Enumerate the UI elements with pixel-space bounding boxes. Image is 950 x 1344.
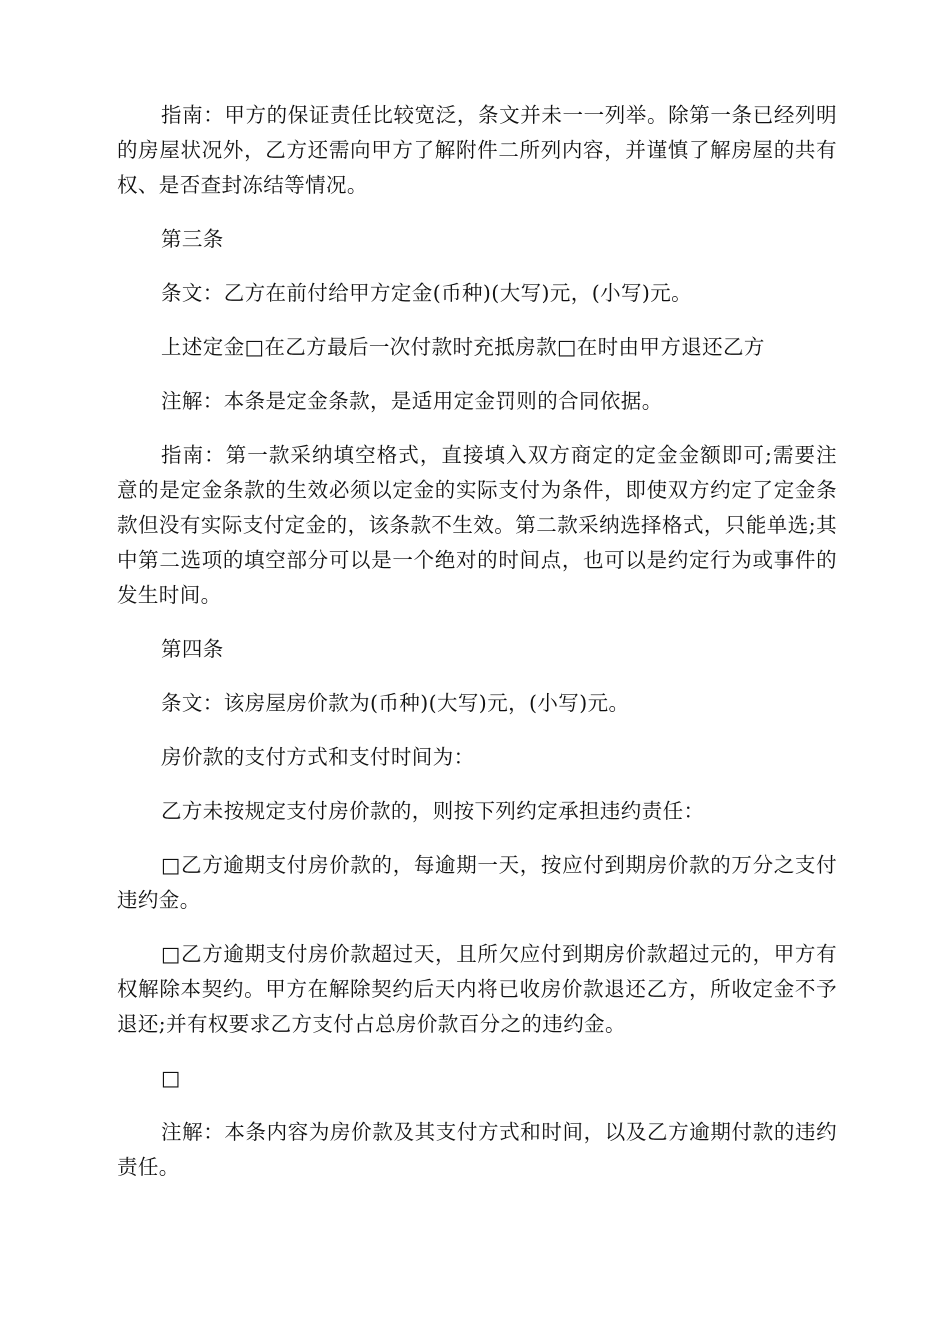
article-3-guide: 指南：第一款采纳填空格式，直接填入双方商定的定金金额即可;需要注意的是定金条款的生效必须以定金的实际支付为条件，即使双方约定了定金条款但没有实际支付定金的，该条款不生效。第二款采纳选择格式，只能单选;其中第二选项的填空部分可以是一个绝对的时间点，也可以是约定行为或事件的发生时间。: [117, 443, 837, 607]
article-4-breach-intro: 乙方未按规定支付房价款的，则按下列约定承担违约责任：: [161, 799, 705, 823]
article-4-text: 条文：该房屋房价款为(币种)(大写)元，(小写)元。: [161, 691, 630, 715]
article-3-heading: 第三条: [161, 227, 224, 251]
paragraph-guide-1: 指南：甲方的保证责任比较宽泛，条文并未一一列举。除第一条已经列明的房屋状况外，乙方还需向甲方了解附件二所列内容，并谨慎了解房屋的共有权、是否查封冻结等情况。: [117, 103, 837, 197]
article-4-option-3: □: [161, 1066, 181, 1090]
document-body: [117, 98, 837, 1204]
article-4-option-1: □乙方逾期支付房价款的，每逾期一天，按应付到期房价款的万分之支付违约金。: [117, 853, 837, 912]
article-4-option-2: □乙方逾期支付房价款超过天，且所欠应付到期房价款超过元的，甲方有权解除本契约。甲方在解除契约后天内将已收房价款退还乙方，所收定金不予退还;并有权要求乙方支付占总房价款百分之的违约金。: [117, 942, 837, 1036]
article-3-deposit-options: 上述定金□在乙方最后一次付款时充抵房款□在时由甲方退还乙方: [161, 335, 765, 359]
article-4-payment-method: 房价款的支付方式和支付时间为：: [161, 745, 475, 769]
article-4-heading: 第四条: [161, 637, 224, 661]
article-3-text: 条文：乙方在前付给甲方定金(币种)(大写)元，(小写)元。: [161, 281, 693, 305]
article-3-note: 注解：本条是定金条款，是适用定金罚则的合同依据。: [161, 389, 663, 413]
article-4-note: 注解：本条内容为房价款及其支付方式和时间，以及乙方逾期付款的违约责任。: [117, 1120, 837, 1179]
